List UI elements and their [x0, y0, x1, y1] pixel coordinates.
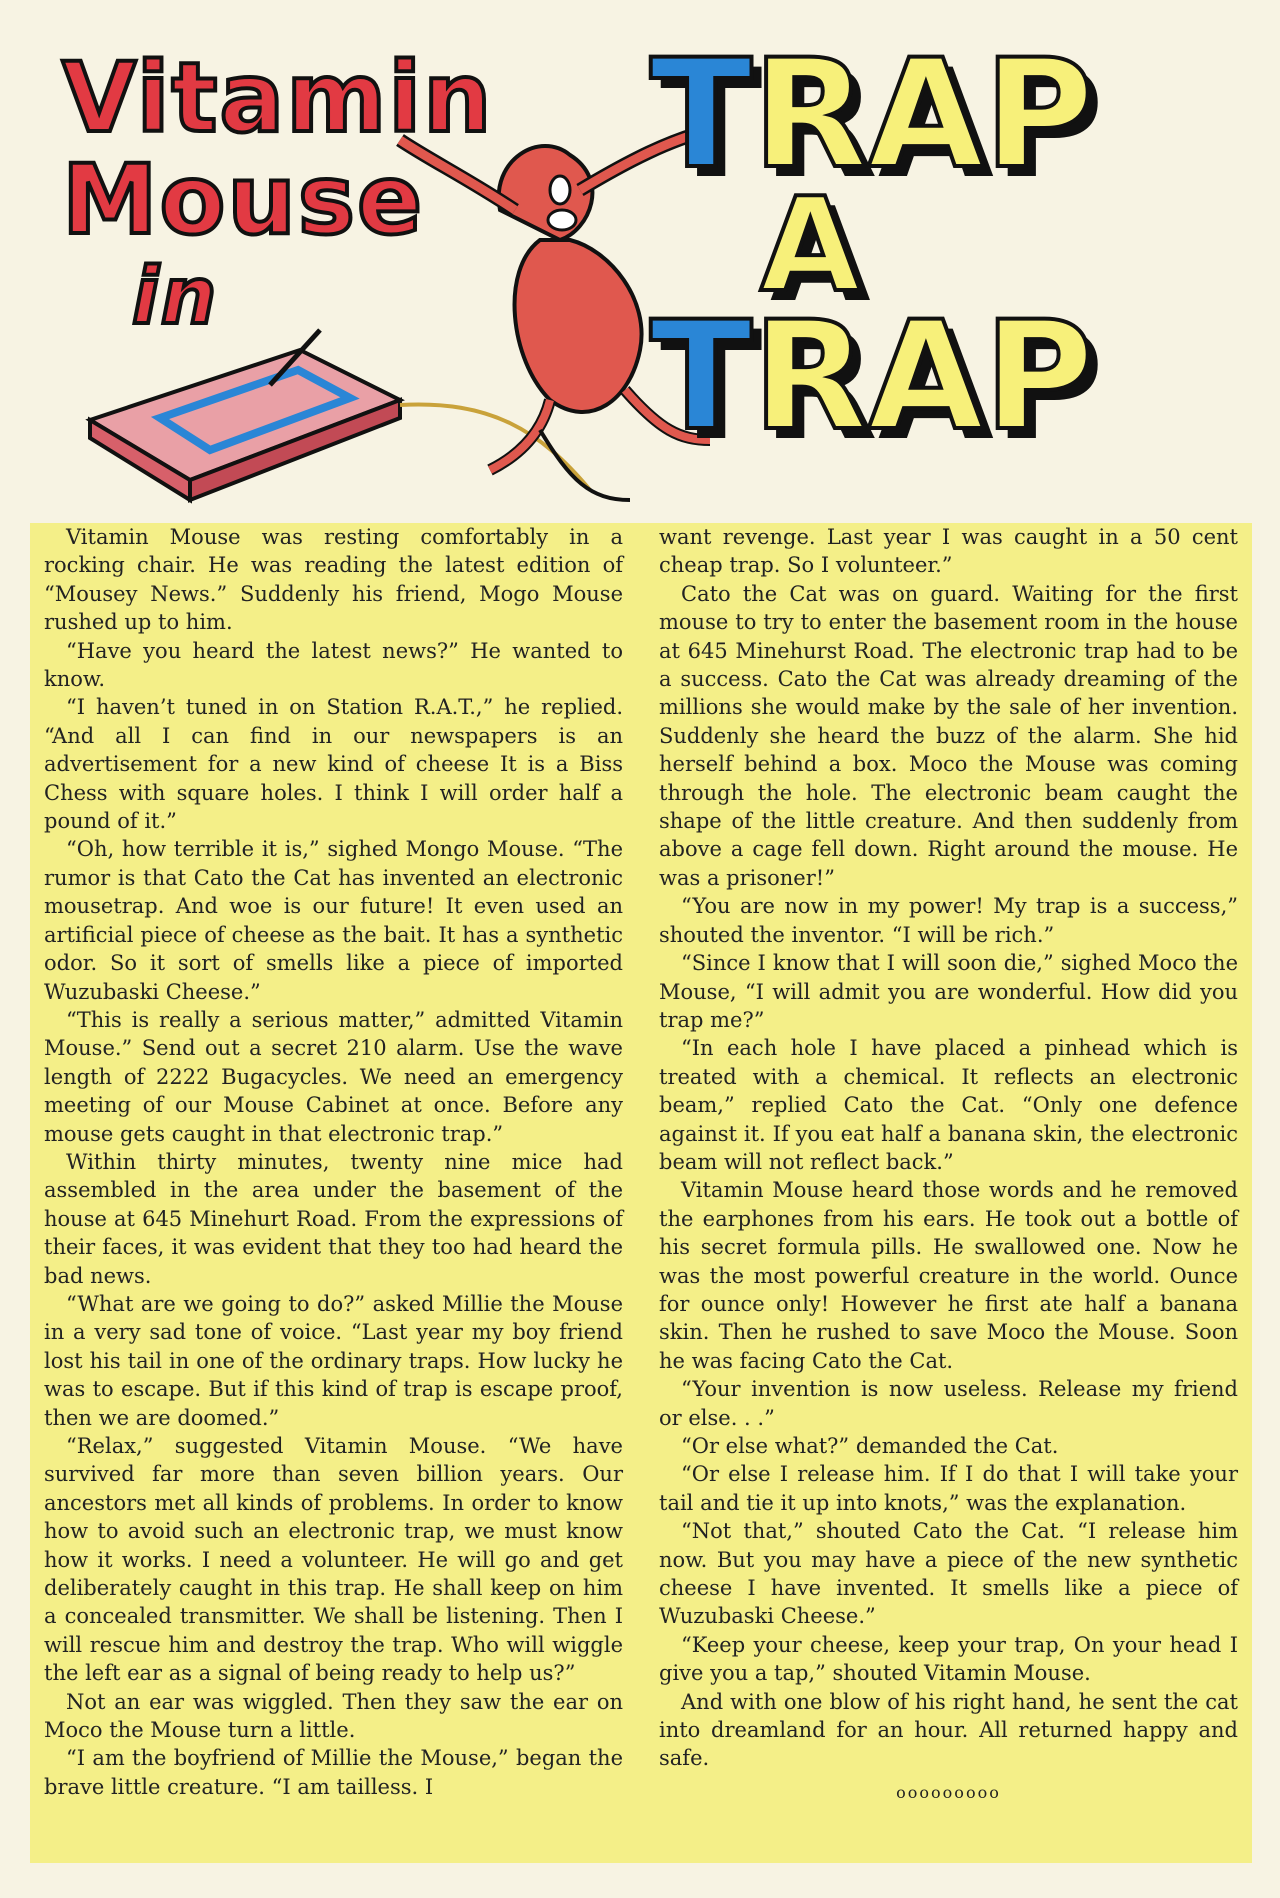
title-word-in: in	[132, 252, 219, 342]
story-paragraph: “Your invention is now useless. Release my friend or else. . .”	[659, 1377, 1238, 1430]
story-paragraph: “Have you heard the latest news?” He wanted to know.	[44, 638, 623, 692]
title-header	[0, 0, 1280, 530]
end-mark: ooooooooo	[896, 1782, 1001, 1802]
story-column-left	[44, 523, 623, 1863]
story-paragraph: “I am the boyfriend of Millie the Mouse,” began the brave little creature. “I am tailless. I	[44, 1746, 623, 1799]
title-word-mouse: Mouse	[62, 144, 425, 256]
story-paragraph: “Oh, how terrible it is,” sighed Mongo Mouse. “The rumor is that Cato the Cat has invented an electronic mousetrap. And woe is our future! It even used an artificial piece of cheese as the bait. It has a synthetic odor. So it sort of smells like a piece of imported Wuzubaski Cheese.”	[44, 837, 623, 1004]
title-vitamin-mouse-in	[62, 42, 502, 342]
title-trap-a-trap	[650, 28, 1270, 464]
story-paragraph: Within thirty minutes, twenty nine mice had assembled in the area under the basement of the house at 645 Minehurt Road. From the expressions of their faces, it was evident that they too had heard the bad news.	[44, 1149, 623, 1288]
mousetrap-icon	[90, 330, 590, 500]
title-word-trap-2: TRAP	[650, 290, 1094, 464]
title-word-a: A	[760, 169, 861, 321]
story-paragraph: Not an ear was wiggled. Then they saw the ear on Moco the Mouse turn a little.	[44, 1689, 623, 1743]
story-paragraph: “Or else what?” demanded the Cat.	[681, 1434, 1059, 1458]
story-paragraph: Vitamin Mouse was resting comfortably in a rocking chair. He was reading the latest edition of “Mousey News.” Suddenly his friend, Mogo Mouse rushed up to him.	[44, 525, 623, 635]
story-paragraph: “I haven’t tuned in on Station R.A.T.,” he replied. “And all I can find in our newspapers is an advertisement for a new kind of cheese It is a Biss Chess with square holes. I think I will order half a pound of it.”	[44, 695, 623, 834]
story-paragraph: Cato the Cat was on guard. Waiting for the first mouse to try to enter the basement room in the house at 645 Minehurst Road. The electronic trap had to be a success. Cato the Cat was already dreaming of the millions she would make by the sale of her invention. Suddenly she heard the buzz of the alarm. She hid herself behind a box. Moco the Mouse was coming through the hole. The electronic beam caught the shape of the little creature. And then suddenly from above a cage fell down. Right around the mouse. He was a prisoner!”	[659, 581, 1238, 890]
story-text	[30, 523, 1252, 1863]
story-paragraph: “Since I know that I will soon die,” sighed Moco the Mouse, “I will admit you are wonderful. How did you trap me?”	[659, 951, 1238, 1032]
story-paragraph: “Or else I release him. If I do that I will take your tail and tie it up into knots,” was the explanation.	[659, 1462, 1238, 1515]
story-paragraph: “You are now in my power! My trap is a success,” shouted the inventor. “I will be rich.”	[659, 894, 1238, 947]
story-paragraph: “Keep your cheese, keep your trap, On your head I give you a tap,” shouted Vitamin Mouse.	[659, 1632, 1238, 1686]
story-paragraph: “What are we going to do?” asked Millie the Mouse in a very sad tone of voice. “Last year my boy friend lost his tail in one of the ordinary traps. How lucky he was to escape. But if this kind of trap is escape proof, then we are doomed.”	[44, 1291, 623, 1430]
story-paragraph: “This is really a serious matter,” admitted Vitamin Mouse.” Send out a secret 210 alarm. Use the wave length of 2222 Bugacycles. We need an emergency meeting of our Mouse Cabinet at once. Before any mouse gets caught in that electronic trap.”	[44, 1007, 623, 1146]
title-word-trap-1: TRAP	[650, 28, 1094, 202]
story-paragraph: Vitamin Mouse heard those words and he removed the earphones from his ears. He took out a bottle of his secret formula pills. He swallowed one. Now he was the most powerful creature in the world. Ounce for ounce only! However he first ate half a banana skin. Then he rushed to save Moco the Mouse. Soon he was facing Cato the Cat.	[659, 1178, 1238, 1373]
story-paragraph: “Not that,” shouted Cato the Cat. “I release him now. But you may have a piece of the new synthetic cheese I have invented. It smells like a piece of Wuzubaski Cheese.”	[659, 1519, 1238, 1629]
story-paragraph-continued: want revenge. Last year I was caught in a 50 cent cheap trap. So I volunteer.”	[659, 525, 1238, 578]
title-word-vitamin: Vitamin	[62, 42, 494, 154]
story-paragraph: “In each hole I have placed a pinhead which is treated with a chemical. It reflects an electronic beam,” replied Cato the Cat. “Only one defence against it. If you eat half a banana skin, the electronic beam will not reflect back.”	[659, 1036, 1238, 1174]
story-column-right	[659, 523, 1238, 1863]
story-paragraph: “Relax,” suggested Vitamin Mouse. “We have survived far more than seven billion years. Our ancestors met all kinds of problems. In order to know how to avoid such an electronic trap, we must know how it works. I need a volunteer. He will go and get deliberately caught in this trap. He shall keep on him a concealed transmitter. We shall be listening. Then I will rescue him and destroy the trap. Who will wiggle the left ear as a signal of being ready to help us?”	[44, 1434, 623, 1686]
story-paragraph: And with one blow of his right hand, he sent the cat into dreamland for an hour. All returned happy and safe.	[659, 1689, 1238, 1771]
